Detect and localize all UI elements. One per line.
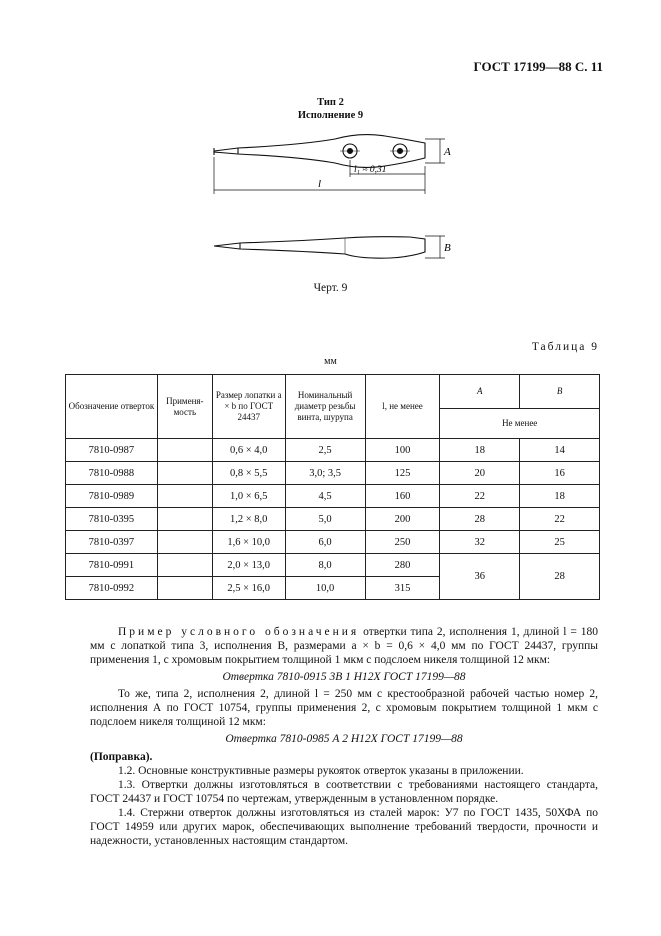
spec-table [65, 374, 600, 600]
figure-variant-label: Исполнение 9 [297, 110, 364, 121]
table-row [66, 462, 600, 485]
cell-B-merged: 28 [520, 554, 600, 600]
table-row [66, 554, 600, 577]
header-application: Применя-мость [157, 375, 212, 439]
cell-A: 32 [440, 531, 520, 554]
cell-thread: 6,0 [285, 531, 365, 554]
cell-application [157, 577, 212, 600]
cell-application [157, 485, 212, 508]
cell-B: 14 [520, 439, 600, 462]
cell-thread: 3,0; 3,5 [285, 462, 365, 485]
example-paragraph [90, 625, 598, 667]
header-length: l, не менее [365, 375, 440, 439]
header-designation: Обозначение отверток [66, 375, 158, 439]
clause-1-4: 1.4. Стержни отверток должны изготовляться из сталей марок: У7 по ГОСТ 1435, 50ХФА по ГОСТ 14959 или других марок, обеспечивающих выполнение требований твердости, прочности и надежности, установленных настоящим стандартом. [90, 807, 598, 847]
cell-blade: 2,0 × 13,0 [212, 554, 285, 577]
cell-designation: 7810-0992 [66, 577, 158, 600]
cell-thread: 8,0 [285, 554, 365, 577]
cell-length: 250 [365, 531, 440, 554]
cell-blade: 1,6 × 10,0 [212, 531, 285, 554]
cell-length: 315 [365, 577, 440, 600]
screwdriver-top-view [214, 135, 425, 168]
cell-application [157, 554, 212, 577]
paragraph-same-type2: То же, типа 2, исполнения 2, длиной l = 250 мм с крестообразной рабочей частью номер 2, исполнения А по ГОСТ 10754, группы применения 2, с хромовым покрытием толщиной 1 мкм с подслоем никеля толщиной 12 мкм: [90, 688, 598, 728]
cell-designation: 7810-0988 [66, 462, 158, 485]
label-l1: l₁ ≈ 0,31 [354, 165, 387, 175]
table-title: Таблица 9 [531, 341, 599, 353]
label-A: A [444, 146, 451, 158]
page-header: ГОСТ 17199—88 С. 11 [473, 59, 603, 74]
cell-thread: 4,5 [285, 485, 365, 508]
cell-designation: 7810-0397 [66, 531, 158, 554]
dimension-B [425, 236, 445, 258]
cell-application [157, 462, 212, 485]
cell-B: 22 [520, 508, 600, 531]
figure-type-label: Тип 2 [317, 97, 344, 108]
cell-B: 25 [520, 531, 600, 554]
clause-1-3: 1.3. Отвертки должны изготовляться в соответствии с требованиями настоящего стандарта, ГОСТ 24437 и ГОСТ 10754 по чертежам, утвержденным в установленном порядке. [90, 779, 598, 805]
header-thread-diameter: Номинальный диаметр резьбы винта, шурупа [285, 375, 365, 439]
table-row [66, 508, 600, 531]
cell-blade: 1,0 × 6,5 [212, 485, 285, 508]
table-row [66, 439, 600, 462]
cell-B: 18 [520, 485, 600, 508]
figure-caption: Черт. 9 [313, 282, 348, 294]
example-rest: отвертки типа 2, исполнения 1, длиной l = 180 мм с лопаткой типа 3, исполнения В, размерами a × b = 0,6 × 4,0 мм по ГОСТ 24437, группы применения 1, с хромовым покрытием толщиной 1 мкм с подслоем никеля толщиной 12 мкм: [90, 626, 598, 666]
cell-blade: 2,5 × 16,0 [212, 577, 285, 600]
header-not-less: Не менее [440, 409, 600, 439]
cell-A: 28 [440, 508, 520, 531]
cell-designation: 7810-0989 [66, 485, 158, 508]
screwdriver-side-view [214, 237, 425, 258]
header-A: A [440, 375, 520, 409]
cell-designation: 7810-0395 [66, 508, 158, 531]
cell-A: 20 [440, 462, 520, 485]
cell-A: 18 [440, 439, 520, 462]
cell-blade: 0,8 × 5,5 [212, 462, 285, 485]
cell-length: 280 [365, 554, 440, 577]
cell-length: 100 [365, 439, 440, 462]
cell-length: 160 [365, 485, 440, 508]
cell-blade: 1,2 × 8,0 [212, 508, 285, 531]
designation-example-2: Отвертка 7810-0985 А 2 Н12Х ГОСТ 17199—88 [225, 733, 463, 745]
cell-blade: 0,6 × 4,0 [212, 439, 285, 462]
cell-application [157, 439, 212, 462]
label-l: l [318, 178, 322, 190]
cell-A-merged: 36 [440, 554, 520, 600]
designation-example-1: Отвертка 7810-0915 3В 1 Н12Х ГОСТ 17199—88 [222, 671, 466, 683]
table-row [66, 485, 600, 508]
body-text [90, 625, 598, 848]
header-blade-size: Размер лопатки a × b по ГОСТ 24437 [212, 375, 285, 439]
cell-application [157, 508, 212, 531]
cell-length: 125 [365, 462, 440, 485]
clause-1-2: 1.2. Основные конструктивные размеры рукояток отверток указаны в приложении. [118, 765, 524, 777]
table-header-row [66, 375, 600, 409]
cell-length: 200 [365, 508, 440, 531]
cell-thread: 10,0 [285, 577, 365, 600]
correction-note: (Поправка). [90, 751, 153, 763]
example-label: Пример условного обозначения [118, 626, 360, 638]
cell-designation: 7810-0987 [66, 439, 158, 462]
cell-thread: 5,0 [285, 508, 365, 531]
cell-thread: 2,5 [285, 439, 365, 462]
table-row [66, 531, 600, 554]
cell-application [157, 531, 212, 554]
label-B: B [444, 242, 451, 254]
screwdriver-drawing [0, 0, 661, 300]
cell-designation: 7810-0991 [66, 554, 158, 577]
header-B: B [520, 375, 600, 409]
cell-B: 16 [520, 462, 600, 485]
table-units: мм [324, 356, 337, 367]
cell-A: 22 [440, 485, 520, 508]
